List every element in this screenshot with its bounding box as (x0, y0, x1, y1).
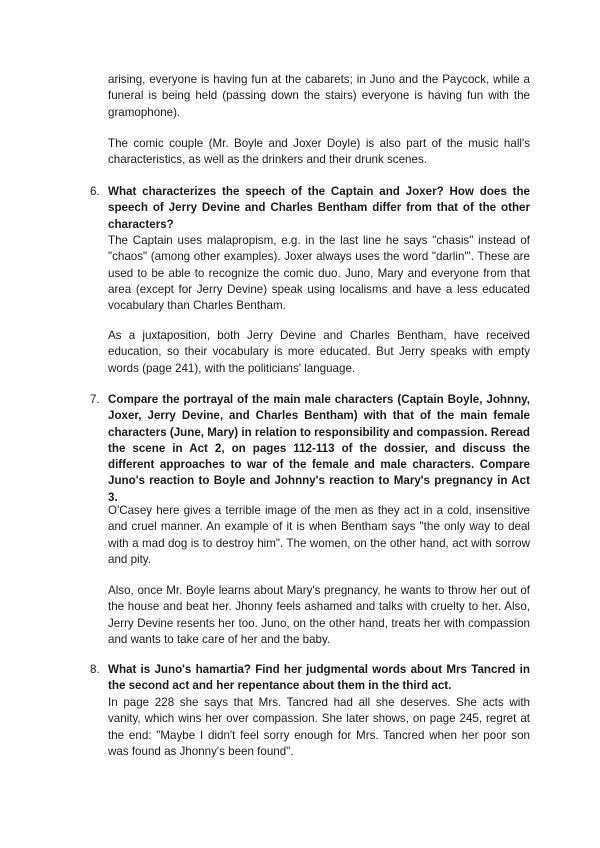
answer-8-paragraph-1: In page 228 she says that Mrs. Tancred had all she deserves. She acts with vanity, which wins her over compassion. She later shows, on page 245, regret at the end: "Maybe I didn't feel sorry enough for Mrs. Tancred when her poor son was found as Jhonny's been found". (108, 696, 530, 758)
intro-paragraph-1: arising, everyone is having fun at the cabarets; in Juno and the Paycock, while a funeral is being held (passing down the stairs) everyone is having fun with the gramophone). (108, 73, 530, 119)
question-6-text: What characterizes the speech of the Captain and Joxer? How does the speech of Jerry Devine and Charles Bentham differ from that of the other characters? (108, 185, 530, 231)
intro-paragraph-2: The comic couple (Mr. Boyle and Joxer Doyle) is also part of the music hall's characteristics, as well as the drinkers and their drunk scenes. (108, 137, 530, 167)
answer-7-paragraph-2: Also, once Mr. Boyle learns about Mary's pregnancy, he wants to throw her out of the house and beat her. Jhonny feels ashamed and talks with cruelty to her. Also, Jerry Devine resents her too. Juno, on the other hand, treats her with compassion and wants to take care of her and the baby. (108, 584, 530, 646)
answer-6-paragraph-2: As a juxtaposition, both Jerry Devine and Charles Bentham, have received education, so their vocabulary is more educated. But Jerry speaks with empty words (page 241), with the politicians' language. (108, 329, 530, 375)
answer-6-paragraph-1: The Captain uses malapropism, e.g. in the last line he says "chasis" instead of "chaos" (among other examples). Joxer always uses the word "darlin'". These are used to be able to recognize the comic duo. Juno, Mary and everyone from that area (except for Jerry Devine) speak using localisms and have a less educated vocabulary than Charles Bentham. (108, 234, 530, 313)
answer-7-paragraph-1: O'Casey here gives a terrible image of the men as they act in a cold, insensitive and cruel manner. An example of it is when Bentham says "the only way to deal with a mad dog is to destroy him". The women, on the other hand, act with sorrow and pity. (108, 504, 530, 566)
question-number: 6. (90, 185, 100, 198)
question-7-text: Compare the portrayal of the main male characters (Captain Boyle, Johnny, Joxer, Jerry Devine, and Charles Bentham) with that of the main female characters (June, Mary) in relation to responsibility and compassion. Reread the scene in Act 2, on pages 112-113 of the dossier, and discuss the different approaches to war of the female and male characters. Compare Juno's reaction to Boyle and Johnny's reaction to Mary's pregnancy in Act 3. (108, 393, 531, 504)
question-number: 7. (90, 393, 100, 406)
question-8-text: What is Juno's hamartia? Find her judgmental words about Mrs Tancred in the second act and her repentance about them in the third act. (108, 663, 530, 693)
question-number: 8. (90, 663, 100, 676)
